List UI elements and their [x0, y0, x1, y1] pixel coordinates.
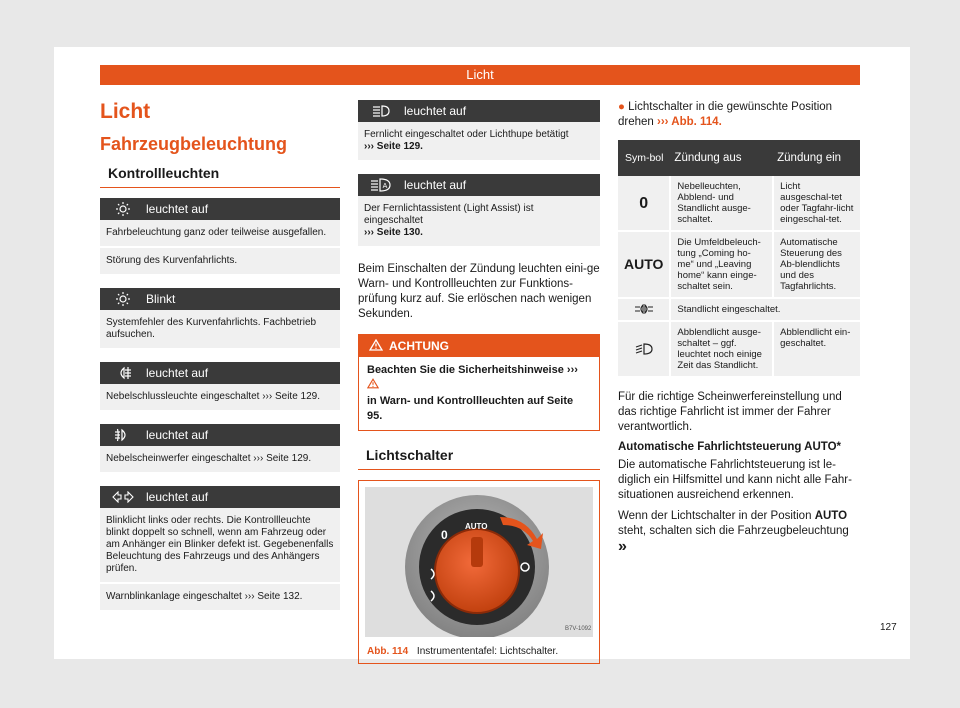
table-row [618, 298, 860, 321]
lamp-description: Fernlicht eingeschaltet oder Lichthupe betätigt ››› Seite 129. [358, 122, 600, 162]
table-cell: AUTO [618, 231, 670, 298]
figure-label: Abb. 114 [367, 646, 409, 657]
warning-body: Beachten Sie die Sicherheitshinweise ››› in Warn- und Kontrollleuchten auf Seite 95. [367, 364, 578, 422]
body-paragraph: Wenn der Lichtschalter in der Position AUTO steht, schalten sich die Fahrzeugbeleuchtung » [618, 510, 849, 555]
page-reference[interactable]: ››› Seite 129. [364, 141, 423, 152]
bullet-icon: ● [618, 101, 625, 113]
table-cell: Automatische Steuerung des Ab-blendlichts und des Tagfahrlichts. [773, 231, 860, 298]
lamp-header [100, 424, 340, 446]
lamp-header [358, 174, 600, 196]
table-header: Zündung ein [773, 140, 860, 176]
table-header: Sym-bol [618, 140, 670, 176]
lamp-description: Störung des Kurvenfahrlichts. [100, 248, 340, 276]
lamp-header [100, 362, 340, 384]
lamp-status: Blinkt [146, 292, 176, 306]
section-title: Fahrzeugbeleuchtung [100, 134, 288, 154]
lamp-status: leuchtet auf [146, 366, 209, 380]
warning-box [358, 334, 600, 431]
lamp-status: leuchtet auf [146, 490, 209, 504]
section-title: Lichtschalter [358, 447, 600, 470]
lamp-header [100, 288, 340, 310]
body-paragraph: Beim Einschalten der Zündung leuchten eini-ge Warn- und Kontrollleuchten zur Funktions-prüfung kurz auf. Sie erlöschen nach wenigen Sekunden. [358, 263, 600, 320]
table-cell: Abblendlicht ein-geschaltet. [773, 321, 860, 377]
warning-title: ACHTUNG [389, 339, 449, 353]
lamp-status: leuchtet auf [146, 428, 209, 442]
sun-lamp-icon [100, 202, 146, 216]
table-row [618, 231, 860, 298]
figure-reference[interactable]: ››› Abb. 114. [657, 116, 722, 128]
switch-positions-table [618, 140, 860, 378]
chapter-header: Licht [100, 65, 860, 85]
table-cell: Licht ausgeschal-tet oder Tagfahr-licht eingeschal-tet. [773, 176, 860, 231]
svg-text:A: A [382, 183, 388, 190]
instruction-step: ● Lichtschalter in die gewünschte Position drehen ››› Abb. 114. [618, 101, 833, 128]
warning-triangle-icon [369, 339, 383, 354]
page-reference[interactable]: ››› Seite 130. [364, 227, 423, 238]
page-number: 127 [880, 622, 897, 633]
lamp-description: Nebelscheinwerfer eingeschaltet ››› Seite 129. [100, 446, 340, 474]
high-beam-icon [358, 104, 404, 118]
lamp-status: leuchtet auf [404, 104, 467, 118]
lamp-description: Nebelschlussleuchte eingeschaltet ››› Seite 129. [100, 384, 340, 412]
table-cell: 0 [618, 176, 670, 231]
figure-caption: Abb. 114 Instrumententafel: Lichtschalter. [367, 646, 559, 657]
subheading: Automatische Fahrlichtsteuerung AUTO* [618, 441, 842, 453]
table-row [618, 176, 860, 231]
turn-signal-icon [100, 491, 146, 503]
table-cell: Nebelleuchten, Abblend- und Standlicht ausge-schaltet. [670, 176, 773, 231]
light-switch-image [365, 487, 593, 637]
lamp-description: Der Fernlichtassistent (Light Assist) ist eingeschaltet ››› Seite 130. [358, 196, 600, 248]
parking-light-icon [618, 298, 670, 321]
lamp-description: Blinklicht links oder rechts. Die Kontrollleuchte blinkt doppelt so schnell, wenn am Fahrzeug oder am Anhänger ein Blinker defekt ist. Gegebenenfalls Beleuchtung des Fahrzeugs und des Anhängers prüfen. [100, 508, 340, 584]
right-column [618, 100, 860, 562]
continued-marker: » [618, 538, 627, 555]
lamp-description: Fahrbeleuchtung ganz oder teilweise ausgefallen. [100, 220, 340, 248]
position-zero-label: 0 [441, 528, 448, 542]
lamp-header [358, 100, 600, 122]
position-auto-label: AUTO [465, 522, 488, 531]
table-cell: Die Umfeldbeleuch-tung „Coming ho-me“ und „Leaving home“ kann einge-schaltet sein. [670, 231, 773, 298]
lamp-header [100, 198, 340, 220]
table-header: Zündung aus [670, 140, 773, 176]
warning-triangle-icon [367, 380, 379, 392]
figure-code: B7V-1092 [565, 626, 592, 632]
table-row [618, 321, 860, 377]
left-column [100, 100, 340, 612]
body-paragraph: Für die richtige Scheinwerfereinstellung und das richtige Fahrlicht ist immer der Fahrer verantwortlich. [618, 391, 842, 433]
low-beam-icon [618, 321, 670, 377]
front-fog-light-icon [100, 428, 146, 442]
lamp-description: Systemfehler des Kurvenfahrlichts. Fachbetrieb aufsuchen. [100, 310, 340, 350]
rear-fog-light-icon [100, 366, 146, 380]
lamp-status: leuchtet auf [146, 202, 209, 216]
chapter-title: Licht [100, 100, 151, 123]
lamp-description: Warnblinkanlage eingeschaltet ››› Seite 132. [100, 584, 340, 612]
table-cell: Abblendlicht ausge-schaltet – ggf. leuchtet noch einige Zeit das Standlicht. [670, 321, 773, 377]
subsection-title: Kontrollleuchten [100, 165, 340, 188]
middle-column [358, 100, 600, 664]
figure [358, 480, 600, 664]
lamp-status: leuchtet auf [404, 178, 467, 192]
body-paragraph: Die automatische Fahrlichtsteuerung ist le-diglich ein Hilfsmittel und kann nicht alle Fahr-situationen ausreichend erkennen. [618, 459, 852, 501]
auto-symbol: AUTO [814, 510, 848, 522]
sun-lamp-icon [100, 292, 146, 306]
table-cell: Standlicht eingeschaltet. [670, 298, 860, 321]
warning-header [359, 335, 599, 357]
light-assist-icon [358, 178, 404, 192]
lamp-header [100, 486, 340, 508]
